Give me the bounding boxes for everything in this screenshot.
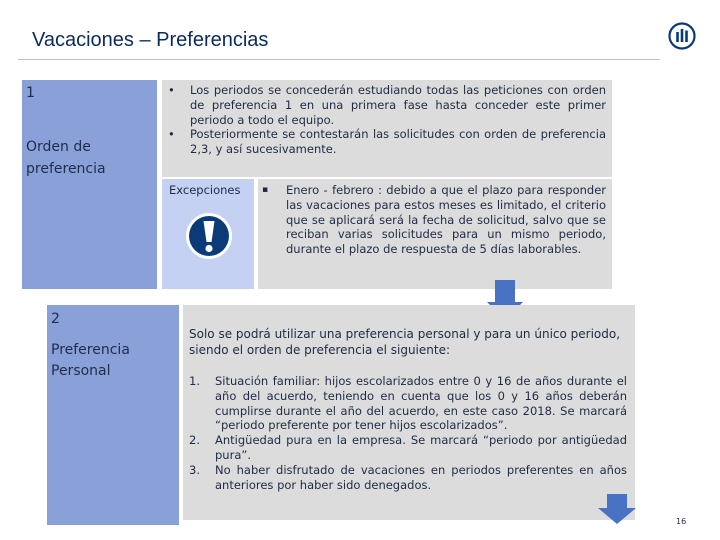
exceptions-label: Excepciones xyxy=(169,183,241,197)
section1-bullet-1-text: Los periodos se concederán estudiando todas las peticiones con orden de preferencia 1 en una primera fase hasta conceder este primer periodo a todo el equipo. xyxy=(190,83,606,127)
section1-label-line2: preferencia xyxy=(26,161,106,177)
bullet-icon: • xyxy=(168,127,175,142)
section2-item-1 xyxy=(189,374,627,433)
section2-number: 2 xyxy=(51,311,60,327)
section1-bullet-2-text: Posteriormente se contestarán las solicitudes con orden de preferencia 2,3, y así sucesivamente. xyxy=(190,127,606,157)
section1-label-box xyxy=(22,80,157,289)
exceptions-label-box xyxy=(162,179,254,289)
section2-panel xyxy=(183,305,635,520)
section2-label-line1: Preferencia xyxy=(51,342,130,358)
slide-title: Vacaciones – Preferencias xyxy=(32,29,269,51)
title-divider xyxy=(18,59,660,60)
section2-item-2-number: 2. xyxy=(189,433,200,448)
company-logo-icon xyxy=(668,22,696,50)
section2-item-2-text: Antigüedad pura en la empresa. Se marcará “periodo por antigüedad pura”. xyxy=(215,433,627,462)
exceptions-panel xyxy=(258,179,612,289)
section2-label-line2: Personal xyxy=(51,363,111,379)
exceptions-item-text: Enero - febrero : debido a que el plazo para responder las vacaciones para estos meses es limitado, el criterio que se aplicará será la fecha de solicitud, salvo que se reciban varias solicitudes para un mismo periodo, durante el plazo de respuesta de 5 días laborables. xyxy=(286,183,606,257)
section1-label-line1: Orden de xyxy=(26,139,91,155)
section2-item-3 xyxy=(189,463,627,493)
square-bullet-icon: ▪ xyxy=(262,185,269,195)
section1-bullet-1 xyxy=(166,83,606,127)
section2-item-3-number: 3. xyxy=(189,462,200,477)
exceptions-item xyxy=(260,183,606,257)
page-number: 16 xyxy=(676,517,687,526)
down-arrow-icon xyxy=(598,494,636,524)
section1-number: 1 xyxy=(26,85,35,101)
section2-item-3-text: No haber disfrutado de vacaciones en periodos preferentes en años anteriores por haber sido denegados. xyxy=(215,462,627,492)
section2-item-1-text: Situación familiar: hijos escolarizados entre 0 y 16 de años durante el año del acuerdo, teniendo en cuenta que los 0 y 16 años deberán cumplirse durante el año del acuerdo, en este caso 2018. Se marcará “periodo preferente por tener hijos escolarizados”. xyxy=(215,374,627,433)
section2-item-2 xyxy=(189,433,627,463)
section2-label-box xyxy=(47,305,179,525)
section2-intro: Solo se podrá utilizar una preferencia personal y para un único periodo, siendo el orden de preferencia el siguiente: xyxy=(189,327,621,357)
section1-rules-panel xyxy=(162,80,612,177)
section1-bullet-2 xyxy=(166,127,606,157)
bullet-icon: • xyxy=(168,83,175,97)
exclamation-warning-icon xyxy=(184,211,234,261)
section2-item-1-number: 1. xyxy=(189,374,200,388)
